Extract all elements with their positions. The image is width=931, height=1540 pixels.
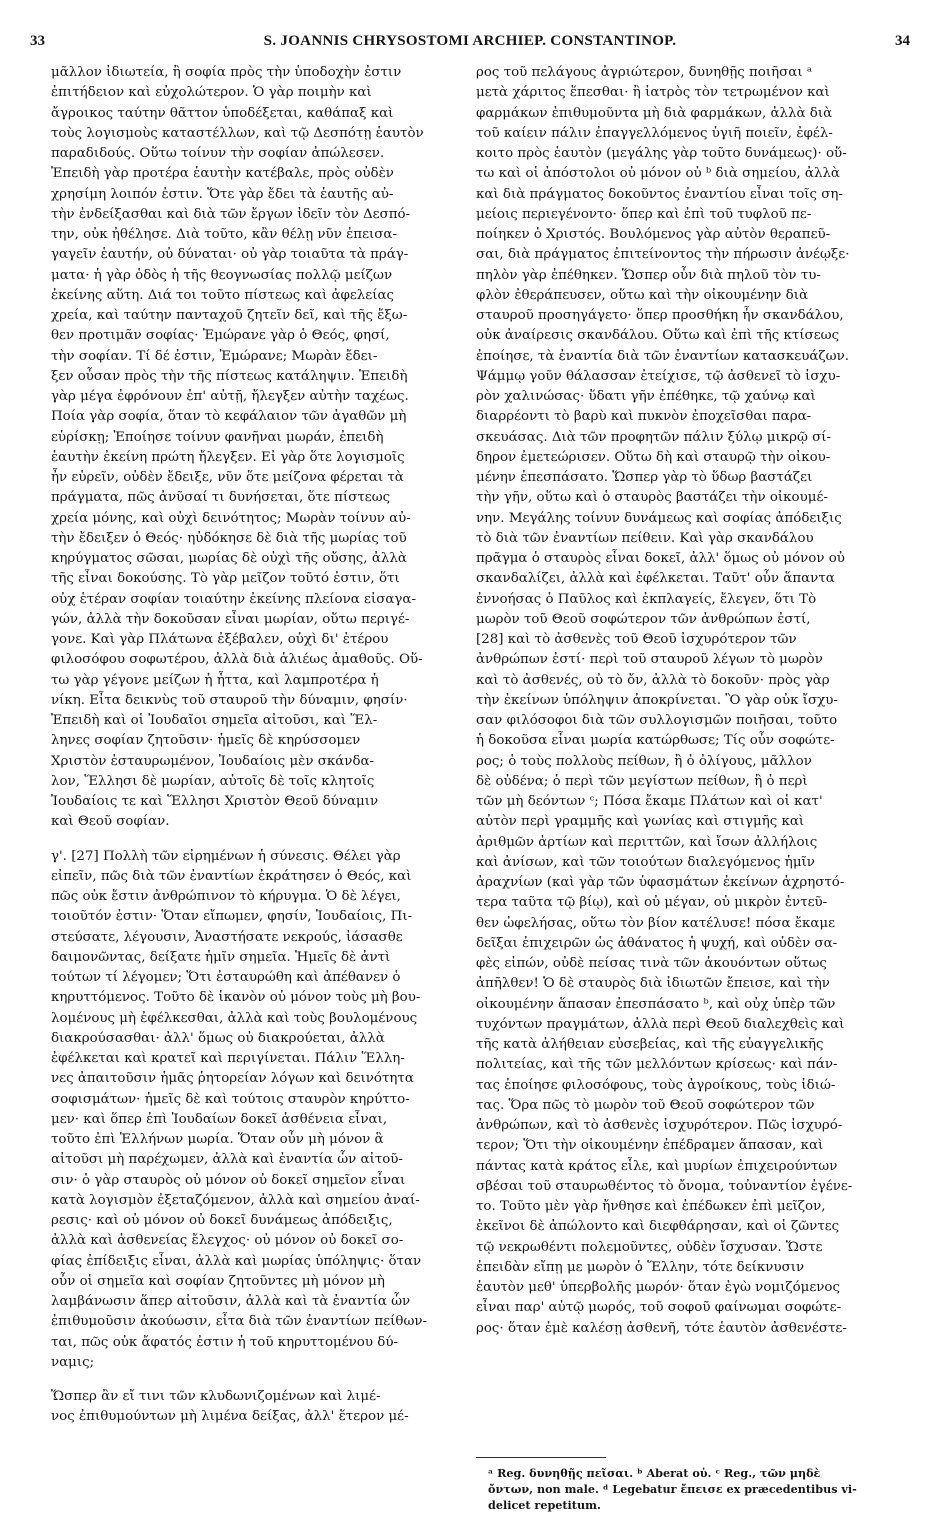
right-column-line: καὶ ἀνίσων, καὶ τῶν τοιούτων διαλεγόμενος ἡμῖν (476, 854, 815, 870)
right-column-line: ἐκεῖνοι δὲ ἀπώλοντο καὶ διεφθάρησαν, καὶ οἱ ζῶντες (476, 1219, 840, 1235)
left-column-line: διακρούσασθαι· ἀλλ' ὅμως οὐ διακρούεται, ἀλλὰ (51, 1030, 385, 1046)
right-column-line: ἐννοήσας ὁ Παῦλος καὶ ἐκπλαγείς, ἔλεγεν, ὅτι Τὸ (476, 591, 817, 607)
left-column-line: τοιοῦτόν ἐστιν· Ὅταν εἴπωμεν, φησίν, Ἰουδαίοις, Πι- (51, 909, 413, 925)
left-column-line: ται, πῶς οὐκ ἄφατός ἐστιν ἡ τοῦ κηρυττομένου δύ- (51, 1334, 398, 1350)
left-column-line: ἦν εὑρεῖν, οὐδὲν ἔδειξε, νῦν ὅτε μείζονα φέρεται τὰ (51, 470, 404, 485)
right-column-line: καὶ διὰ πράγματος δοκοῦντος ἐναντίου εἶναι τοῖς ση- (476, 186, 843, 202)
right-column-line: οὐκ ἀναίρεσις σκανδάλου. Οὕτω καὶ ἐπὶ τῆς κτίσεως (476, 328, 840, 344)
right-column-line: ἀραχνίων (καὶ γὰρ τῶν ὑφασμάτων ἐκείνων ἀχρηστό- (476, 875, 845, 890)
footnote-rule (476, 1457, 606, 1458)
right-column-line: καὶ τὸ ἀσθενές, οὐ τὸ ὄν, ἀλλὰ τὸ δοκοῦν· πρὸς γὰρ (476, 672, 830, 688)
page-number-left: 33 (30, 33, 45, 49)
right-column-line: σβέσαι τοῦ σταυρωθέντος τὸ ὄνομα, τοὐναντίον ἐγένε- (476, 1178, 853, 1194)
right-column-line: τερα ταῦτα τῷ βίῳ), καὶ οὐ μέγαν, οὐ μικρὸν ἐντεῦ- (476, 895, 828, 911)
left-column-line: ἐκείνης αὕτη. Διά τοι τοῦτο πίστεως καὶ ἀφελείας (51, 287, 395, 303)
left-column-line: ἄγροικος ταύτην θᾶττον ὑποδέξεται, καθάπαξ καὶ (51, 105, 394, 121)
right-column-line: σκευάσας. Διὰ τῶν προφητῶν πάλιν ξύλῳ μικρῷ σί- (476, 429, 832, 445)
right-column-line: κοιτο πρὸς ἑαυτὸν (μεγάλης γὰρ τοῦτο δυνάμεως)· οὕ- (476, 146, 847, 161)
left-column-line: σοφισμάτων· ἡμεῖς δὲ καὶ τούτοις σταυρὸν κηρύττο- (51, 1091, 410, 1107)
left-column-line: Ὥσπερ ἂν εἴ τινι τῶν κλυδωνιζομένων καὶ λιμέ- (51, 1389, 381, 1404)
footnotes (488, 1465, 908, 1513)
left-column-line: τὴν ἔδειξεν ὁ Θεός· ηὐδόκησε δὲ διὰ τῆς μωρίας τοῦ (51, 530, 407, 546)
right-column-line: τῶν μὴ δεόντων ᶜ; Πόσα ἔκαμε Πλάτων καὶ οἱ κατ' (476, 794, 823, 809)
right-column-line: τὴν ἐκείνων ὑπόληψιν ἀποκρίνεται. Ὃ γὰρ οὐκ ἴσχυ- (476, 692, 838, 708)
left-column-line: νες ἀπαιτοῦσιν ἡμᾶς ῥητορείαν λόγων καὶ δεινότητα (51, 1071, 414, 1087)
left-column-line: ληνες σοφίαν ζητοῦσιν· ἡμεῖς δὲ κηρύσσομεν (51, 733, 361, 749)
left-column-line: κηρύγματος σῶσαι, μωρίας δὲ οὐχὶ τῆς οὔσης, ἀλλὰ (51, 551, 407, 566)
right-column-line: τῆς κατὰ ἀλήθειαν εὐσεβείας, καὶ τῆς εὐαγγελικῆς (476, 1037, 824, 1052)
left-column-line: ἀλλὰ καὶ ἀσθενείας ἔλεγχος· οὐ μόνον οὐ δοκεῖ σο- (51, 1233, 404, 1249)
left-column-line: οὐχ ἑτέραν σοφίαν τοιαύτην ἐκείνης πλείονα εἰσαγα- (51, 591, 416, 607)
left-column-line: λαμβάνωσιν ἅπερ αἰτοῦσιν, ἀλλὰ καὶ τὰ ἐναντία ὧν (51, 1294, 411, 1309)
left-column-line: τω γὰρ γέγονε μείζων ἡ ἧττα, καὶ λαμπροτέρα ἡ (51, 672, 379, 688)
right-column-line: πάντας κατὰ κράτος εἷλε, καὶ μυρίων ἐπιχειρούντων (476, 1158, 838, 1174)
right-column-line: ἐποίησε, τὰ ἐναντία διὰ τῶν ἐναντίων κατασκευάζων. (476, 348, 849, 364)
right-column-line: μετὰ χάριτος ἕπεσθαι· ἢ ἰατρὸς τὸν τετρωμένον καὶ (476, 85, 830, 101)
right-column-line: τὸ διὰ τῶν ἐναντίων πείθειν. Καὶ γὰρ σκανδάλου (476, 530, 814, 546)
right-column-line: δηρον ἐμετεώρισεν. Οὕτω δὴ καὶ σταυρῷ τὴν οἰκου- (476, 449, 831, 465)
left-column-line: νος ἐπιθυμούντων μὴ λιμένα δείξας, ἀλλ' ἕτερον μέ- (51, 1409, 409, 1425)
right-column-line: ἀριθμῶν ἀρτίων καὶ περιττῶν, καὶ ἴσων ἀλλήλοις (476, 834, 818, 850)
left-column-line: σιν· ὁ γὰρ σταυρὸς οὐ μόνον οὐ δοκεῖ σημεῖον εἶναι (51, 1172, 406, 1188)
right-column-line: τῷ νεκρωθέντι πολεμοῦντες, οὐδὲν ἴσχυσαν. Ὥστε (476, 1239, 823, 1255)
left-column-line: χρεία, καὶ ταύτην πανταχοῦ ζητεῖν δεῖ, καὶ τῆς ἔξω- (51, 308, 408, 323)
left-text-column (51, 63, 453, 1428)
left-column-line: ἐπιθυμοῦσιν ἀκούωσιν, εἶτα διὰ τῶν ἐναντίων πείθων- (51, 1314, 428, 1330)
right-column-line: πρᾶγμα ὁ σταυρὸς εἶναι δοκεῖ, ἀλλ' ὅμως οὐ μόνον οὐ (476, 551, 845, 566)
left-column-line: ἐφέλκεται καὶ κρατεῖ καὶ περιγίνεται. Πάλιν Ἕλλη- (51, 1051, 405, 1066)
left-column-line: κατὰ λογισμὸν ἐξεταζόμενον, ἀλλὰ καὶ σημείου ἀναί- (51, 1192, 420, 1208)
right-column-line: ἀνθρώπων ἐστί· περὶ τοῦ σταυροῦ λέγων τὸ μωρὸν (476, 652, 823, 668)
left-column-line: δαιμονῶντας, δείξατε ἡμῖν σημεῖα. Ἡμεῖς δὲ ἀντὶ (51, 949, 391, 965)
left-column-line: γ'. [27] Πολλὴ τῶν εἰρημένων ἡ σύνεσις. Θέλει γὰρ (51, 848, 401, 864)
right-column-line: τω καὶ οἱ ἀπόστολοι οὐ μόνον οὐ ᵇ διὰ σημείου, ἀλλὰ (476, 166, 840, 182)
right-column-line: ρος· ὅταν ἐμὲ καλέσῃ ἀσθενῆ, τότε ἑαυτὸν ἀσθενέστε- (476, 1320, 847, 1336)
right-column-line: διαρρέοντι τὸ βαρὺ καὶ πυκνὸν ἐποχεῖσθαι παρα- (476, 409, 812, 425)
left-column-line: την, οὐκ ἠθέλησε. Διὰ τοῦτο, κἂν θέλῃ νῦν ἐπεισα- (51, 227, 397, 242)
right-column-line: σταυροῦ προσηγάγετο· ὅπερ προσθήκη ἦν σκανδάλου, (476, 308, 844, 323)
right-column-line: πολιτείας, καὶ τῆς τῶν μελλόντων κρίσεως· καὶ πάν- (476, 1057, 838, 1073)
left-column-line: ξεν οὖσαν πρὸς τὴν τῆς πίστεως κατάληψιν. Ἐπειδὴ (51, 368, 408, 384)
left-column-line: μᾶλλον ἰδιωτεία, ἢ σοφία πρὸς τὴν ὑποδοχὴν ἐστιν (51, 65, 402, 80)
right-column-line: τοῦ καίειν πάλιν ἐπαγγελλόμενος ὑγιῆ ποιεῖν, ἐφέλ- (476, 125, 833, 141)
left-column-line: Ἐπειδὴ γὰρ προτέρα ἑαυτὴν κατέβαλε, πρὸς οὐδὲν (51, 166, 394, 182)
right-column-line: ποίηκεν ὁ Χριστός. Βουλόμενος γὰρ αὐτὸν θεραπεῦ- (476, 227, 831, 242)
right-column-line: δεῖξαι ἐπιχειρῶν ὡς ἀθάνατος ἡ ψυχή, καὶ οὐδὲν σα- (476, 935, 838, 951)
right-column-line: φαρμάκων ἐπιθυμοῦντα μὴ διὰ φαρμάκων, ἀλλὰ διὰ (476, 105, 833, 121)
right-column-line: ἀνθρώπων, καὶ τὸ ἀσθενὲς ἰσχυρότερον. Πῶς ἰσχυρό- (476, 1118, 843, 1133)
right-column-line: μένην ἐπεσπάσατο. Ὥσπερ γὰρ τὸ ὕδωρ βαστάζει (476, 470, 813, 485)
left-column-line: τοῦτο ἐπὶ Ἑλλήνων μωρία. Ὅταν οὖν μὴ μόνον ἃ (51, 1132, 384, 1147)
left-column-line: λομένους μὴ ἐφέλκεσθαι, ἀλλὰ καὶ τοὺς βουλομένους (51, 1010, 418, 1026)
right-column-line: ρὸν χαλινώσας· ὕδατι γῆν ἐπέθηκε, τῷ χαύνῳ καὶ (476, 389, 816, 404)
right-column-line: το. Τοῦτο μὲν γὰρ ἤνθησε καὶ ἐπέδωκεν ἐπὶ μεῖζον, (476, 1199, 826, 1214)
left-column-line: Ἰουδαίοις τε καὶ Ἕλλησι Χριστὸν Θεοῦ δύναμιν (51, 794, 379, 809)
left-column-line: χρησίμη λοιπόν ἐστιν. Ὅτε γὰρ ἔδει τὰ ἑαυτῆς αὐ- (51, 186, 394, 202)
left-column-line: γών, ἀλλὰ τὴν δοκοῦσαν εἶναι μωρίαν, οὕτω περιγέ- (51, 611, 410, 627)
paragraph-gap (51, 1373, 453, 1387)
right-column-line: εἶναι παρ' αὐτῷ μωρός, τοῦ σοφοῦ φαίνωμαι σοφώτε- (476, 1300, 842, 1316)
right-column-line: ἀπῆλθεν! Ὁ δὲ σταυρὸς διὰ ἰδιωτῶν ἔπεισε, καὶ τὴν (476, 976, 830, 992)
right-column-line: θεν ὠφελήσας, οὕτω τὸν βίον κατέλυσε! πόσα ἔκαμε (476, 915, 836, 931)
left-column-line: καὶ Θεοῦ σοφίαν. (51, 814, 170, 830)
right-column-line: [28] καὶ τὸ ἀσθενὲς τοῦ Θεοῦ ἰσχυρότερον τῶν (476, 632, 797, 647)
left-column-line: οὖν οἱ σημεῖα καὶ σοφίαν ζητοῦντες μὴ μόνον μὴ (51, 1273, 385, 1289)
page-number-right: 34 (895, 33, 910, 49)
left-column-line: Χριστὸν ἐσταυρωμένον, Ἰουδαίοις μὲν σκάνδα- (51, 753, 375, 769)
left-column-line: τούτων τί λέγομεν; Ὅτι ἐσταυρώθη καὶ ἀπέθανεν ὁ (51, 970, 401, 985)
right-column-line: σαι, διὰ πράγματος ἐπιτείνοντος τὴν πήρωσιν ἀνέῳξε· (476, 247, 850, 263)
left-column-line: εὑρίσκῃ; Ἐποίησε τοίνυν φανῆναι μωράν, ἐπειδὴ (51, 429, 384, 445)
paragraph-gap (51, 833, 453, 847)
left-column-line: τὴν ἐνδείξασθαι καὶ διὰ τῶν ἔργων ἰδεῖν τὸν Δεσπό- (51, 206, 411, 222)
left-column-line: τοὺς λογισμοὺς καταστέλλων, καὶ τῷ Δεσπότῃ ἑαυτὸν (51, 125, 424, 141)
right-column-line: τας ἐποίησε φιλοσόφους, τοὺς ἀγροίκους, τοὺς ἰδιώ- (476, 1077, 836, 1093)
right-column-line: πηλὸν γὰρ ἐπέθηκεν. Ὥσπερ οὖν διὰ πηλοῦ τὸν τυ- (476, 267, 821, 283)
left-column-line: γὰρ μέγα ἐφρόνουν ἐπ' αὐτῇ, ἤλεγξεν αὐτὴν ταχέως. (51, 389, 409, 404)
left-column-line: τὴν σοφίαν. Τί δέ ἐστιν, Ἐμώρανε; Μωρὰν ἔδει- (51, 348, 378, 364)
left-column-line: Ποία γὰρ σοφία, ὅταν τὸ κεφάλαιον τῶν ἀγαθῶν μὴ (51, 409, 407, 425)
right-column-line: τυχόντων πραγμάτων, ἀλλὰ περὶ Θεοῦ διαλεχθεὶς καὶ (476, 1016, 845, 1032)
left-column-line: μεν· καὶ ὅπερ ἐπὶ Ἰουδαίων δοκεῖ ἀσθένεια εἶναι, (51, 1111, 388, 1127)
left-column-line: χρεία μόνης, καὶ οὐχὶ δεινότητος; Μωρὰν τοίνυν αὐ- (51, 510, 411, 526)
footnote-line: ᵃ Reg. δυνηθῇς πεῖσαι. ᵇ Aberat οὐ. ᶜ Reg., τῶν μηδὲ (488, 1466, 821, 1480)
left-column-line: τῆς εἶναι δοκούσης. Τὸ γὰρ μεῖζον τοῦτό ἐστιν, ὅτι (51, 571, 400, 587)
footnote-line: delicet repetitum. (488, 1498, 601, 1512)
left-column-line: στεύσατε, λέγουσιν, Ἀναστήσατε νεκρούς, ἰάσασθε (51, 929, 403, 945)
left-column-line: ἑαυτὴν ἐκείνη πρώτη ἤλεγξεν. Εἰ γὰρ ὅτε λογισμοῖς (51, 449, 405, 465)
right-column-line: νην. Μεγάλης τοίνυν δυνάμεως καὶ σοφίας ἀπόδειξις (476, 510, 842, 526)
left-column-line: θεν προτιμᾶν σοφίας· Ἐμώρανε γὰρ ὁ Θεός, φησί, (51, 328, 390, 344)
left-column-line: νίκη. Εἶτα δεικνὺς τοῦ σταυροῦ τὴν δύναμιν, φησίν· (51, 692, 408, 708)
right-column-line: μωρὸν τοῦ Θεοῦ σοφώτερον τῶν ἀνθρώπων ἐστί, (476, 611, 811, 627)
right-column-line: Ψάμμῳ γοῦν θάλασσαν ἐτείχισε, τῷ ἀσθενεῖ τὸ ἰσχυ- (476, 368, 841, 384)
left-column-line: ἐπιτήδειον καὶ εὐχολώτερον. Ὁ γὰρ ποιμὴν καὶ (51, 85, 372, 101)
right-column-line: αὐτὸν περὶ γραμμῆς καὶ γωνίας καὶ στιγμῆς καὶ (476, 814, 805, 830)
right-column-line: ρος τοῦ πελάγους ἀγριώτερον, δυνηθῇς ποιῆσαι ᵃ (476, 65, 813, 80)
right-column-line: ἐπειδὰν εἴπῃ με μωρὸν ὁ Ἕλλην, τότε δείκνυσιν (476, 1259, 805, 1275)
left-column-line: γονε. Καὶ γὰρ Πλάτωνα ἐξέβαλεν, οὐχὶ δι' ἑτέρου (51, 632, 389, 647)
left-column-line: ματα· ἡ γὰρ ὁδὸς ἡ τῆς θεογνωσίας πολλῷ μείζων (51, 267, 393, 283)
left-column-line: πράγματα, πῶς ἀνῦσαί τι δυνήσεται, ὅτε πίστεως (51, 490, 391, 506)
left-column-line: γαγεῖν ἑαυτήν, οὐ δύναται· οὐ γὰρ τοιαῦτα τὰ πράγ- (51, 247, 409, 263)
right-column-line: μείοις περιεγένοντο· ὅπερ καὶ ἐπὶ τοῦ τυφλοῦ πε- (476, 206, 812, 222)
right-column-line: σκανδαλίζει, ἀλλὰ καὶ ἐφέλκεται. Ταῦτ' οὖν ἅπαντα (476, 571, 835, 587)
right-column-line: δὲ οὐδένα; ὁ περὶ τῶν μεγίστων πείθων, ἢ ὁ περὶ (476, 773, 808, 789)
left-column-line: Ἐπειδὴ καὶ οἱ Ἰουδαῖοι σημεῖα αἰτοῦσι, καὶ Ἕλ- (51, 713, 378, 728)
left-column-line: πῶς οὐκ ἔστιν ἀνθρώπινον τὸ κήρυγμα. Ὁ δὲ λέγει, (51, 889, 401, 904)
left-column-line: φίας ἐπίδειξις εἶναι, ἀλλὰ καὶ μωρίας ὑπόληψις· ὅταν (51, 1253, 422, 1269)
right-text-column (476, 63, 908, 1339)
left-column-line: εἰπεῖν, πῶς διὰ τῶν ἐναντίων ἐκράτησεν ὁ Θεός, καὶ (51, 868, 412, 884)
left-column-line: αἰτοῦσι μὴ παρέχωμεν, ἀλλὰ καὶ ἐναντία ὧν αἰτοῦ- (51, 1152, 403, 1168)
left-column-line: λον, Ἕλλησι δὲ μωρίαν, αὐτοῖς δὲ τοῖς κλητοῖς (51, 773, 375, 789)
right-column-line: σαν φιλόσοφοι διὰ τῶν συλλογισμῶν ποιῆσαι, τοῦτο (476, 713, 838, 728)
left-column-line: φιλοσόφου σοφωτέρου, ἀλλὰ διὰ ἁλιέως ἀμαθοῦς. Οὕ- (51, 652, 423, 668)
right-column-line: τὴν γῆν, οὕτω καὶ ὁ σταυρὸς βαστάζει τὴν οἰκουμέ- (476, 490, 828, 506)
right-column-line: τας. Ὅρα πῶς τὸ μωρὸν τοῦ Θεοῦ σοφώτερον τῶν (476, 1097, 815, 1113)
right-column-line: φλὸν ἐθεράπευσεν, οὕτω καὶ τὴν οἰκουμένην διὰ (476, 287, 809, 303)
running-header (30, 33, 910, 55)
running-title: S. JOANNIS CHRYSOSTOMI ARCHIEP. CONSTANTINOP. (263, 33, 677, 49)
right-column-line: φὲς εἰπών, οὐδὲ πείσας τινὰ τῶν ἀκουόντων οὕτως (476, 956, 827, 971)
footnote-line: ὄντων, non male. ᵈ Legebatur ἔπεισε ex præcedentibus vi- (488, 1482, 857, 1496)
left-column-line: ναμις; (51, 1354, 95, 1370)
right-column-line: ἑαυτὸν μεθ' ὑπερβολῆς μωρόν· ὅταν ἐγὼ νομιζόμενος (476, 1280, 840, 1295)
left-column-line: παραδιδούς. Οὕτω τοίνυν τὴν σοφίαν ἀπώλεσεν. (51, 146, 385, 161)
right-column-line: ρος; ὁ τοὺς πολλοὺς πείθων, ἢ ὁ ὀλίγους, μᾶλλον (476, 753, 812, 769)
left-column-line: κηρυττόμενος. Τοῦτο δὲ ἱκανὸν οὐ μόνον τοὺς μὴ βου- (51, 990, 421, 1006)
right-column-line: οἰκουμένην ἅπασαν ἐπεσπάσατο ᵇ, καὶ οὐχ ὑπὲρ τῶν (476, 996, 836, 1012)
right-column-line: τερον; Ὅτι τὴν οἰκουμένην ἐπέδραμεν ἅπασαν, καὶ (476, 1138, 824, 1154)
right-column-line: ἡ δοκοῦσα εἶναι μωρία κατώρθωσε; Τίς οὖν σοφώτε- (476, 733, 835, 749)
left-column-line: ρεσις· καὶ οὐ μόνον οὐ δοκεῖ δυνάμεως ἀπόδειξις, (51, 1213, 393, 1228)
